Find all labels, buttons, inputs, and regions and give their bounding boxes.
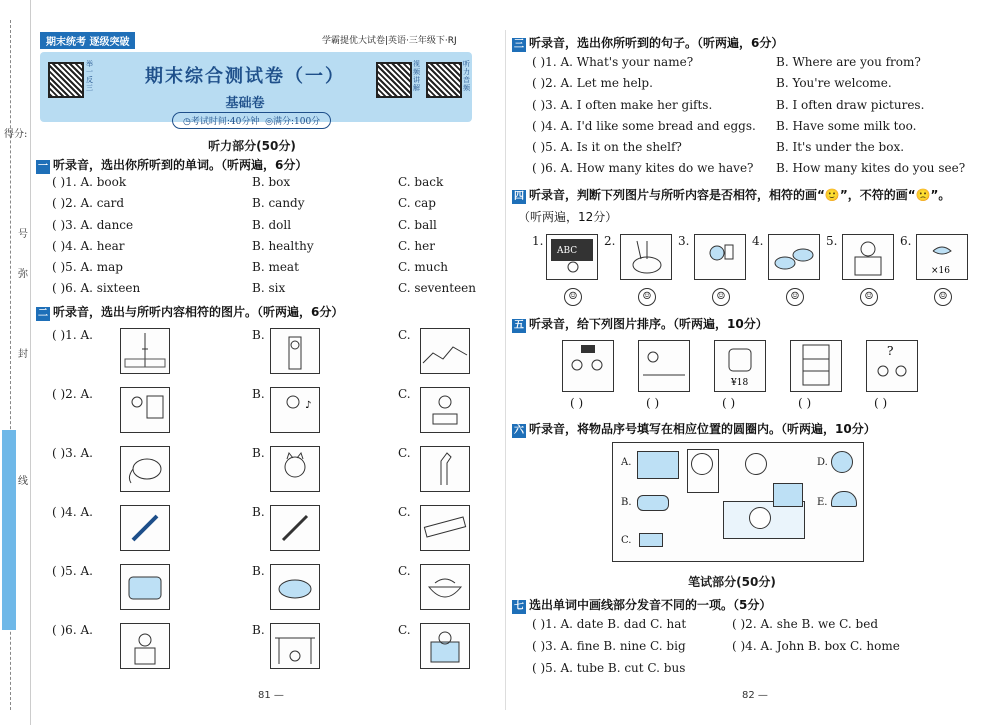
answer-circle-icon[interactable]: ☺ <box>934 288 952 306</box>
section-3-heading <box>512 34 783 52</box>
seal-label-feng: 封 <box>18 349 28 360</box>
picture-row: ( )3. A. B. C. <box>52 442 492 501</box>
list-item: ( )6. A. sixteen B. six C. seventeen <box>52 281 477 296</box>
drinking-picture <box>694 234 746 280</box>
section-7-list <box>532 617 992 683</box>
section-1-title: 听录音，选出你所听到的单词。（听两遍，6分） <box>53 158 308 172</box>
svg-text:?: ? <box>887 344 894 358</box>
classroom-picture <box>638 340 690 392</box>
picture-row: ( )2. A. B. ♪ C. <box>52 383 492 442</box>
cap-item <box>831 491 857 507</box>
answer-circle-icon[interactable]: ☺ <box>638 288 656 306</box>
list-item: ( )6. A. How many kites do we have? B. How many kites do you see? <box>532 161 966 176</box>
list-item: ( )3. A. fine B. nine C. big ( )4. A. John B. box C. home <box>532 639 900 653</box>
elephant-picture <box>120 446 170 492</box>
section-number: 二 <box>38 308 48 319</box>
answer-circle-icon[interactable]: ☺ <box>712 288 730 306</box>
score-label: 得分: <box>4 129 28 140</box>
section-number: 五 <box>514 320 524 331</box>
bookshelf-picture <box>790 340 842 392</box>
bear-box-picture <box>842 234 894 280</box>
picture-row: ( )6. A. B. C. <box>52 619 492 678</box>
list-item: ( )3. A. dance B. doll C. ball <box>52 217 437 232</box>
exam-info <box>172 112 331 129</box>
map-item <box>637 451 679 479</box>
children-flag-picture <box>562 340 614 392</box>
series-info: 学霸提优大试卷|英语·三年级下·RJ <box>322 36 457 46</box>
exam-subtitle: 基础卷 <box>225 96 265 111</box>
answer-circle-icon[interactable]: ☺ <box>860 288 878 306</box>
section-5-title: 听录音，给下列图片排序。（听两遍，10分） <box>529 317 768 331</box>
list-item: ( )5. A. Is it on the shelf? B. It's under the box. <box>532 140 905 155</box>
section-3-title: 听录音，选出你所听到的句子。（听两遍，6分） <box>529 36 784 50</box>
section-2-title: 听录音，选出与所听内容相符的图片。（听两遍，6分） <box>53 305 344 319</box>
answer-blank[interactable]: ( ) <box>570 396 584 410</box>
teacher-blackboard-picture <box>546 234 598 280</box>
svg-text:ABC: ABC <box>557 246 578 256</box>
score-info: 满分:100分 <box>272 117 321 127</box>
list-item: ( )1. A. date B. dad C. hat ( )2. A. she B. we C. bed <box>532 617 879 631</box>
section-6-title: 听录音，将物品序号填写在相应位置的圆圈内。（听两遍，10分） <box>529 422 876 436</box>
rabbit-picture <box>620 234 672 280</box>
room-picture: A. B. C. D. E. <box>612 442 864 562</box>
cat-in-box-picture <box>420 623 470 669</box>
list-item: ( )4. A. I'd like some bread and eggs. B. Have some milk too. <box>532 118 917 133</box>
cutting-picture <box>420 387 470 433</box>
clock-icon: ◷ <box>183 117 191 127</box>
section-4-pictures: 1. ABC ☺ 2. ☺ 3. ☺ 4. ☺ 5. ☺ 6. ×16 ☺ <box>532 230 982 310</box>
answer-circle[interactable] <box>745 453 767 475</box>
answer-circle-icon[interactable]: ☺ <box>564 288 582 306</box>
list-item: ( )3. A. I often make her gifts. B. I often draw pictures. <box>532 97 925 112</box>
clock-tower-picture <box>270 328 320 374</box>
noodles-picture <box>420 564 470 610</box>
answer-circle[interactable] <box>691 453 713 475</box>
bread-picture <box>120 564 170 610</box>
food-picture <box>768 234 820 280</box>
seal-label-mi: 弥 <box>18 269 28 280</box>
birds-picture <box>916 234 968 280</box>
cat-under-table-picture <box>270 623 320 669</box>
pencil-picture <box>270 505 320 551</box>
section-7-heading <box>512 596 771 614</box>
ball-item <box>831 451 853 473</box>
answer-blank[interactable]: ( ) <box>646 396 660 410</box>
list-item: ( )1. A. What's your name? B. Where are you from? <box>532 55 921 69</box>
answer-blank[interactable]: ( ) <box>798 396 812 410</box>
seal-label-xian: 线 <box>18 476 28 487</box>
page-number-left: 81 — <box>258 690 284 701</box>
answer-circle-icon[interactable]: ☺ <box>786 288 804 306</box>
svg-text:¥18: ¥18 <box>731 378 749 388</box>
meat-picture <box>270 564 320 610</box>
section-number: 七 <box>514 601 524 612</box>
section-number: 六 <box>514 425 524 436</box>
qr-left-label: 举一反三 <box>86 60 93 92</box>
section-2-grid <box>52 324 492 678</box>
cat-picture <box>270 446 320 492</box>
section-1-list <box>52 175 492 303</box>
students-question-picture <box>866 340 918 392</box>
answer-blank[interactable]: ( ) <box>722 396 736 410</box>
list-item: ( )4. A. hear B. healthy C. her <box>52 238 435 253</box>
section-1-heading <box>36 156 307 174</box>
section-number: 三 <box>514 39 524 50</box>
section-5-heading <box>512 315 768 333</box>
section-3-list <box>532 55 992 183</box>
ruler-picture <box>420 505 470 551</box>
listening-title: 听力部分(50分) <box>208 139 296 153</box>
schoolbag-picture <box>714 340 766 392</box>
section-5-pictures <box>562 340 962 410</box>
page-edge-decoration <box>2 430 16 630</box>
svg-text:♪: ♪ <box>305 400 312 411</box>
pen-picture <box>120 505 170 551</box>
picture-row: ( )4. A. B. C. <box>52 501 492 560</box>
painting-picture <box>120 387 170 433</box>
section-number: 四 <box>514 191 524 202</box>
margin-label-2: 号 <box>18 229 28 240</box>
exam-title: 期末综合测试卷（一） <box>145 66 345 87</box>
singing-picture <box>270 387 320 433</box>
list-item: ( )1. A. book B. box C. back <box>52 175 444 189</box>
qr-code-icon <box>376 62 412 98</box>
qr-code-icon <box>426 62 462 98</box>
giraffe-picture <box>420 446 470 492</box>
section-4-subtitle: （听两遍，12分） <box>518 210 618 224</box>
list-item: ( )2. A. card B. candy C. cap <box>52 196 436 211</box>
tower-picture <box>120 328 170 374</box>
page-divider <box>505 30 506 710</box>
qr-code-icon <box>48 62 84 98</box>
answer-blank[interactable]: ( ) <box>874 396 888 410</box>
series-tag: 期末统考 逐级突破 <box>40 32 135 49</box>
great-wall-picture <box>420 328 470 374</box>
section-4-title: 听录音，判断下列图片与所听内容是否相符，相符的画“🙂”，不符的画“🙁”。 <box>529 188 951 202</box>
toy-car-item <box>637 495 669 511</box>
time-info: 考试时间:40分钟 <box>190 117 260 127</box>
qr-mid-label: 视频讲解 <box>413 60 420 92</box>
picture-row: ( )1. A. B. C. <box>52 324 492 383</box>
list-item: ( )5. A. map B. meat C. much <box>52 260 448 275</box>
right-page <box>512 0 992 725</box>
section-7-title: 选出单词中画线部分发音不同的一项。（5分） <box>529 598 772 612</box>
answer-circle[interactable] <box>749 507 771 529</box>
section-number: 一 <box>38 161 48 172</box>
section-4-heading <box>512 186 950 204</box>
pencil-box-item <box>639 533 663 547</box>
list-item: ( )2. A. Let me help. B. You're welcome. <box>532 76 892 91</box>
section-6-heading <box>512 420 876 438</box>
writing-title: 笔试部分(50分) <box>688 575 776 589</box>
picture-row: ( )5. A. B. C. <box>52 560 492 619</box>
qr-right-label: 听力音频 <box>463 60 470 92</box>
svg-text:×16: ×16 <box>931 266 950 276</box>
section-2-heading <box>36 303 343 321</box>
left-page <box>32 0 502 725</box>
cat-on-box-picture <box>120 623 170 669</box>
list-item: ( )5. A. tube B. cut C. bus <box>532 661 686 675</box>
page-number-right: 82 — <box>742 690 768 701</box>
score-icon: ◎ <box>265 117 273 127</box>
open-box-item <box>773 483 803 507</box>
